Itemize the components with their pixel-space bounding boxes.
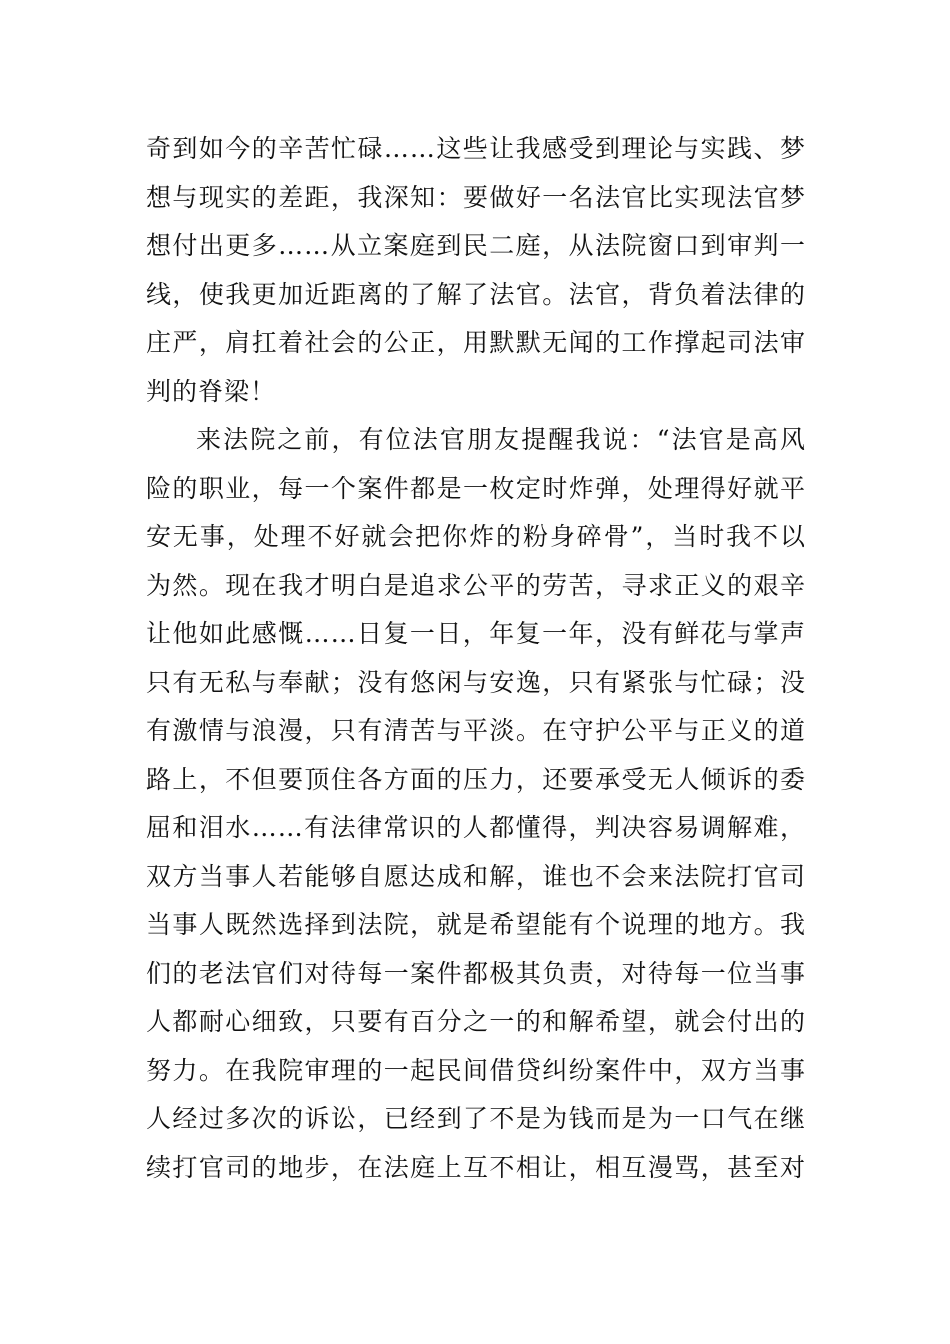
text-line: 们的老法官们对待每一案件都极其负责，对待每一位当事 xyxy=(146,958,806,988)
text-line: 想付出更多……从立案庭到民二庭，从法院窗口到审判一 xyxy=(146,231,806,260)
text-line: 续打官司的地步，在法庭上互不相让，相互漫骂，甚至对 xyxy=(146,1152,806,1182)
text-line: 有激情与浪漫，只有清苦与平淡。在守护公平与正义的道 xyxy=(146,716,806,745)
text-line: 努力。在我院审理的一起民间借贷纠纷案件中，双方当事 xyxy=(146,1055,806,1085)
text-line: 想与现实的差距，我深知：要做好一名法官比实现法官梦 xyxy=(146,182,806,212)
text-line: 奇到如今的辛苦忙碌……这些让我感受到理论与实践、梦 xyxy=(146,134,806,163)
text-line: 安无事，处理不好就会把你炸的粉身碎骨”，当时我不以 xyxy=(146,522,806,551)
body-text xyxy=(146,125,806,1192)
text-line: 让他如此感慨……日复一日，年复一年，没有鲜花与掌声 xyxy=(146,619,806,648)
text-line: 来法院之前，有位法官朋友提醒我说：“法官是高风 xyxy=(196,425,806,454)
text-line: 人经过多次的诉讼，已经到了不是为钱而是为一口气在继 xyxy=(146,1104,806,1133)
text-line: 人都耐心细致，只要有百分之一的和解希望，就会付出的 xyxy=(146,1007,806,1036)
text-line: 双方当事人若能够自愿达成和解，谁也不会来法院打官司 xyxy=(146,861,806,891)
text-line: 险的职业，每一个案件都是一枚定时炸弹，处理得好就平 xyxy=(146,473,806,503)
text-line: 判的脊梁！ xyxy=(146,376,277,406)
text-line: 为然。现在我才明白是追求公平的劳苦，寻求正义的艰辛 xyxy=(146,570,806,600)
text-line: 庄严，肩扛着社会的公正，用默默无闻的工作撑起司法审 xyxy=(146,328,806,357)
text-line: 屈和泪水……有法律常识的人都懂得，判决容易调解难， xyxy=(146,813,806,842)
text-line: 只有无私与奉献；没有悠闲与安逸，只有紧张与忙碌；没 xyxy=(146,667,806,697)
text-line: 线，使我更加近距离的了解了法官。法官，背负着法律的 xyxy=(146,279,806,309)
text-line: 当事人既然选择到法院，就是希望能有个说理的地方。我 xyxy=(146,910,806,939)
text-line: 路上，不但要顶住各方面的压力，还要承受无人倾诉的委 xyxy=(146,764,806,794)
